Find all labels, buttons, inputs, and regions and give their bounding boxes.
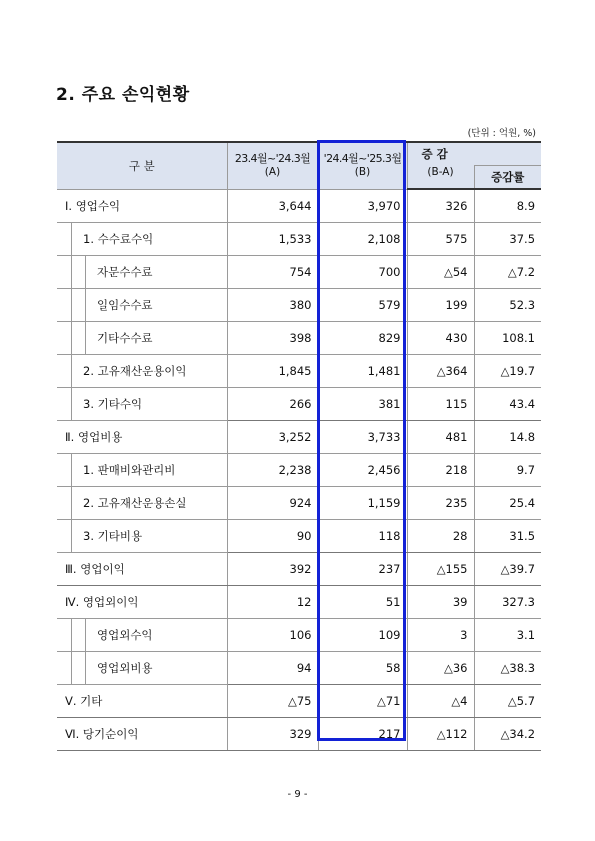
cell-change: 3 bbox=[407, 619, 474, 652]
row-label: 일임수수료 bbox=[57, 289, 227, 322]
cell-curr-period: 1,481 bbox=[318, 355, 407, 388]
cell-curr-period: 3,733 bbox=[318, 421, 407, 454]
cell-curr-period: 1,159 bbox=[318, 487, 407, 520]
cell-change: 575 bbox=[407, 223, 474, 256]
row-label: 자문수수료 bbox=[57, 256, 227, 289]
cell-curr-period: 381 bbox=[318, 388, 407, 421]
cell-prev-period: 2,238 bbox=[227, 454, 318, 487]
table-row bbox=[57, 553, 541, 586]
col-header-a-label: 23.4월~'24.3월 bbox=[234, 152, 311, 166]
cell-prev-period: 398 bbox=[227, 322, 318, 355]
col-header-b-label: '24.4월~'25.3월 bbox=[323, 152, 402, 166]
table-row bbox=[57, 454, 541, 487]
cell-change-rate: △34.2 bbox=[474, 718, 541, 751]
cell-prev-period: 380 bbox=[227, 289, 318, 322]
row-label: 2. 고유재산운용손실 bbox=[57, 487, 227, 520]
income-table bbox=[57, 141, 541, 751]
cell-change: 481 bbox=[407, 421, 474, 454]
cell-change: 430 bbox=[407, 322, 474, 355]
cell-change: △36 bbox=[407, 652, 474, 685]
cell-prev-period: 106 bbox=[227, 619, 318, 652]
row-label: 3. 기타비용 bbox=[57, 520, 227, 553]
row-label: Ⅴ. 기타 bbox=[57, 685, 227, 718]
col-header-diff-sub: (B-A) bbox=[407, 166, 474, 190]
cell-change-rate: 8.9 bbox=[474, 189, 541, 223]
cell-change-rate: △7.2 bbox=[474, 256, 541, 289]
cell-change: △112 bbox=[407, 718, 474, 751]
row-label: Ⅵ. 당기순이익 bbox=[57, 718, 227, 751]
row-label: 1. 수수료수익 bbox=[57, 223, 227, 256]
col-header-b-sub: (B) bbox=[354, 166, 371, 179]
cell-change-rate: △38.3 bbox=[474, 652, 541, 685]
cell-prev-period: 90 bbox=[227, 520, 318, 553]
cell-change: △4 bbox=[407, 685, 474, 718]
unit-note: (단위 : 억원, %) bbox=[467, 128, 536, 139]
cell-prev-period: 1,845 bbox=[227, 355, 318, 388]
table-row bbox=[57, 718, 541, 751]
table-row bbox=[57, 685, 541, 718]
table-row bbox=[57, 355, 541, 388]
row-label: 1. 판매비와관리비 bbox=[57, 454, 227, 487]
cell-change-rate: 25.4 bbox=[474, 487, 541, 520]
cell-change-rate: 31.5 bbox=[474, 520, 541, 553]
cell-change-rate: 52.3 bbox=[474, 289, 541, 322]
cell-prev-period: 12 bbox=[227, 586, 318, 619]
cell-change-rate: 108.1 bbox=[474, 322, 541, 355]
table-row bbox=[57, 388, 541, 421]
cell-change: △54 bbox=[407, 256, 474, 289]
cell-prev-period: 392 bbox=[227, 553, 318, 586]
row-label: Ⅰ. 영업수익 bbox=[57, 189, 227, 223]
cell-curr-period: 579 bbox=[318, 289, 407, 322]
table-row bbox=[57, 586, 541, 619]
cell-change: 199 bbox=[407, 289, 474, 322]
table-row bbox=[57, 619, 541, 652]
row-label: Ⅱ. 영업비용 bbox=[57, 421, 227, 454]
cell-change: 39 bbox=[407, 586, 474, 619]
cell-curr-period: 109 bbox=[318, 619, 407, 652]
cell-change-rate: △39.7 bbox=[474, 553, 541, 586]
page-number: - 9 - bbox=[287, 789, 308, 800]
table-row bbox=[57, 652, 541, 685]
cell-change-rate: 327.3 bbox=[474, 586, 541, 619]
cell-prev-period: 94 bbox=[227, 652, 318, 685]
cell-change-rate: △5.7 bbox=[474, 685, 541, 718]
cell-curr-period: 2,456 bbox=[318, 454, 407, 487]
cell-curr-period: 700 bbox=[318, 256, 407, 289]
table-row bbox=[57, 322, 541, 355]
cell-change-rate: 43.4 bbox=[474, 388, 541, 421]
cell-curr-period: 829 bbox=[318, 322, 407, 355]
row-label: Ⅳ. 영업외이익 bbox=[57, 586, 227, 619]
cell-change-rate: 3.1 bbox=[474, 619, 541, 652]
cell-change: 235 bbox=[407, 487, 474, 520]
cell-prev-period: 924 bbox=[227, 487, 318, 520]
row-label: Ⅲ. 영업이익 bbox=[57, 553, 227, 586]
cell-change: 326 bbox=[407, 189, 474, 223]
col-header-rate: 증감률 bbox=[474, 166, 541, 190]
cell-change: △364 bbox=[407, 355, 474, 388]
row-label: 영업외비용 bbox=[57, 652, 227, 685]
page-title: 2. 주요 손익현황 bbox=[56, 85, 190, 105]
col-header-diff: 증 감 bbox=[421, 146, 448, 161]
cell-prev-period: 266 bbox=[227, 388, 318, 421]
cell-prev-period: 329 bbox=[227, 718, 318, 751]
cell-curr-period: 3,970 bbox=[318, 189, 407, 223]
row-label: 3. 기타수익 bbox=[57, 388, 227, 421]
table-row bbox=[57, 289, 541, 322]
cell-curr-period: 118 bbox=[318, 520, 407, 553]
cell-change: 28 bbox=[407, 520, 474, 553]
col-header-a-sub: (A) bbox=[264, 166, 281, 179]
cell-change: △155 bbox=[407, 553, 474, 586]
cell-change-rate: 14.8 bbox=[474, 421, 541, 454]
table-row bbox=[57, 256, 541, 289]
cell-curr-period: 237 bbox=[318, 553, 407, 586]
cell-prev-period: 754 bbox=[227, 256, 318, 289]
col-header-category: 구 분 bbox=[57, 142, 227, 189]
cell-prev-period: 1,533 bbox=[227, 223, 318, 256]
row-label: 기타수수료 bbox=[57, 322, 227, 355]
table-row bbox=[57, 189, 541, 223]
cell-curr-period: 58 bbox=[318, 652, 407, 685]
cell-prev-period: 3,644 bbox=[227, 189, 318, 223]
cell-prev-period: △75 bbox=[227, 685, 318, 718]
row-label: 영업외수익 bbox=[57, 619, 227, 652]
row-label: 2. 고유재산운용이익 bbox=[57, 355, 227, 388]
cell-change-rate: 37.5 bbox=[474, 223, 541, 256]
col-header-a bbox=[227, 142, 318, 189]
cell-curr-period: 217 bbox=[318, 718, 407, 751]
cell-change: 218 bbox=[407, 454, 474, 487]
col-header-b bbox=[318, 142, 407, 189]
cell-change-rate: △19.7 bbox=[474, 355, 541, 388]
cell-curr-period: △71 bbox=[318, 685, 407, 718]
cell-curr-period: 51 bbox=[318, 586, 407, 619]
table-row bbox=[57, 223, 541, 256]
col-header-diff-group bbox=[407, 142, 541, 166]
table-row bbox=[57, 487, 541, 520]
cell-change: 115 bbox=[407, 388, 474, 421]
table-row bbox=[57, 421, 541, 454]
cell-curr-period: 2,108 bbox=[318, 223, 407, 256]
cell-change-rate: 9.7 bbox=[474, 454, 541, 487]
cell-prev-period: 3,252 bbox=[227, 421, 318, 454]
table-row bbox=[57, 520, 541, 553]
